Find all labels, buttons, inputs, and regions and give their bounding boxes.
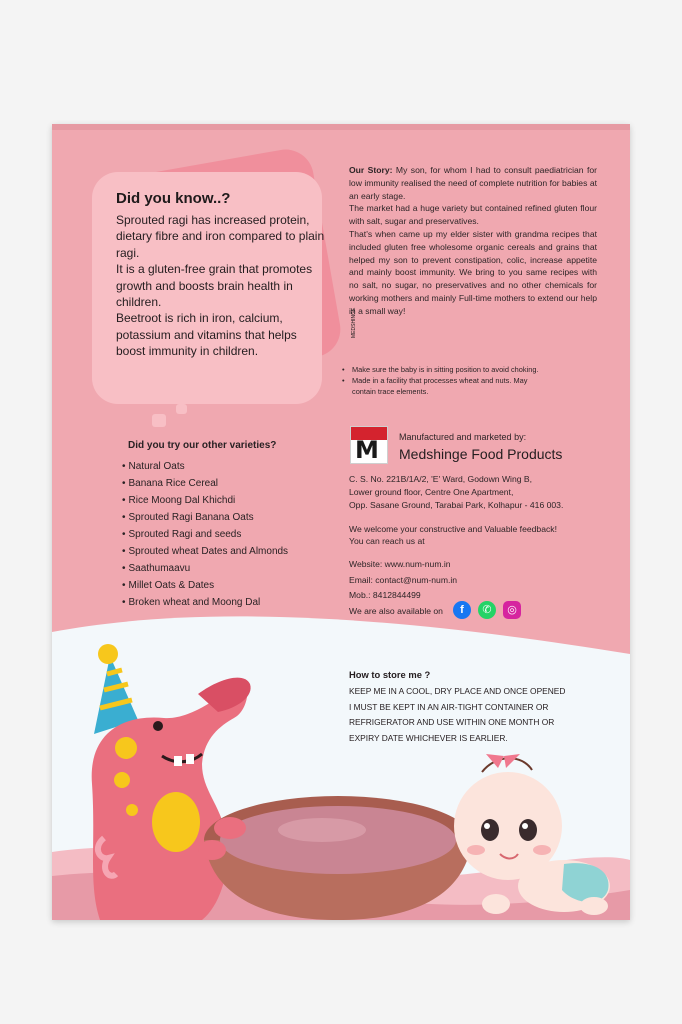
- our-story: [349, 164, 597, 318]
- warning-item: • Make sure the baby is in sitting position to avoid choking.: [342, 364, 552, 375]
- mascot-spot: [114, 772, 130, 788]
- story-para-2: The market had a huge variety but contained refined gluten flour with salt, sugar and preservatives.: [349, 203, 597, 227]
- story-text-1: My son, for whom I had to consult paediatrician for low immunity realised the need of complete nutrition for babies at an early stage.: [349, 165, 598, 201]
- variety-item: • Natural Oats: [122, 458, 288, 475]
- product-box-back: [52, 124, 630, 920]
- illustration-scene: [52, 614, 630, 920]
- bubble-dot: [152, 414, 166, 427]
- storage-line: KEEP ME IN A COOL, DRY PLACE AND ONCE OPENED: [349, 686, 566, 696]
- address-line: C. S. No. 221B/1A/2, 'E' Ward, Godown Wing B,: [349, 474, 533, 484]
- baby-cheek: [467, 845, 485, 855]
- mascot-paw: [198, 840, 226, 860]
- story-para-3: That's when came up my elder sister with grandma recipes that included gluten free wholesome organic cereals and grains that helped my son to prevent constipation, colic, increase appetite and mainly boost immunity. We bring to you same recipes with no salt, no sugar, no preservatives and no other chemicals for working mothers and mainly Full-time mothers to extend our help in a small way!: [349, 228, 597, 316]
- company-name: Medshinge Food Products: [399, 446, 563, 462]
- box-top-edge: [52, 124, 630, 130]
- hat-pompom: [98, 644, 118, 664]
- variety-item: • Banana Rice Cereal: [122, 475, 288, 492]
- logo-side-text: MEDSHINGE: [351, 307, 357, 338]
- company-logo: [350, 426, 388, 464]
- warning-item: • Made in a facility that processes wheat and nuts. May contain trace elements.: [342, 375, 552, 397]
- storage-instructions: [349, 684, 589, 746]
- mobile-number: Mob.: 8412844499: [349, 590, 421, 600]
- facebook-icon[interactable]: f: [453, 601, 471, 619]
- variety-item: • Broken wheat and Moong Dal: [122, 594, 288, 611]
- fact-1: Sprouted ragi has increased protein, dietary fibre and iron compared to plain ragi.: [116, 213, 325, 260]
- feedback-line: We welcome your constructive and Valuable feedback!: [349, 524, 557, 534]
- did-you-know-title: Did you know..?: [116, 190, 231, 207]
- company-address: [349, 473, 563, 512]
- address-line: Opp. Sasane Ground, Tarabai Park, Kolhapur - 416 003.: [349, 500, 564, 510]
- logo-vertical-text: [351, 302, 360, 340]
- story-label: Our Story:: [349, 165, 393, 175]
- variety-item: • Sprouted Ragi Banana Oats: [122, 509, 288, 526]
- mascot-paw: [214, 817, 246, 839]
- feedback-note: [349, 523, 557, 547]
- baby-eye: [519, 819, 537, 841]
- storage-line: EXPIRY DATE WHICHEVER IS EARLIER.: [349, 732, 508, 743]
- variety-item: • Saathumaavu: [122, 560, 288, 577]
- storage-line: REFRIGERATOR AND USE WITHIN ONE MONTH OR: [349, 717, 555, 728]
- porridge-highlight: [278, 818, 366, 842]
- baby-cheek: [533, 845, 551, 855]
- warnings-list: [342, 364, 552, 397]
- varieties-list: [122, 458, 288, 611]
- fact-3: Beetroot is rich in iron, calcium, potassium and vitamins that helps boost immunity in children.: [116, 311, 297, 359]
- feedback-line: You can reach us at: [349, 536, 425, 546]
- bubble-dot: [176, 404, 187, 414]
- website-link[interactable]: Website: www.num-num.in: [349, 559, 451, 569]
- mascot-spot: [115, 737, 137, 759]
- variety-item: • Sprouted Ragi and seeds: [122, 526, 288, 543]
- baby-eye-shine: [522, 823, 528, 829]
- variety-item: • Millet Oats & Dates: [122, 577, 288, 594]
- storage-title: How to store me ?: [349, 669, 431, 680]
- mascot-eye: [153, 721, 163, 731]
- baby-eye: [481, 819, 499, 841]
- email-link[interactable]: Email: contact@num-num.in: [349, 574, 458, 585]
- mascot-spot: [126, 804, 138, 816]
- did-you-know-text: [116, 212, 326, 360]
- fact-2: It is a gluten-free grain that promotes growth and boosts brain health in children.: [116, 262, 313, 310]
- whatsapp-icon[interactable]: ✆: [478, 601, 496, 619]
- story-para-1: [349, 164, 597, 202]
- address-line: Lower ground floor, Centre One Apartment,: [349, 487, 514, 497]
- available-on-text: We are also available on: [349, 606, 443, 616]
- mascot-tooth: [186, 754, 194, 764]
- varieties-title: Did you try our other varieties?: [128, 440, 277, 451]
- variety-item: • Rice Moong Dal Khichdi: [122, 492, 288, 509]
- contact-info: [349, 557, 457, 604]
- logo-letter: M: [355, 436, 379, 464]
- baby-foot: [580, 897, 608, 915]
- baby-hand: [482, 894, 510, 914]
- manufactured-by-label: Manufactured and marketed by:: [399, 432, 527, 442]
- storage-line: I MUST BE KEPT IN AN AIR-TIGHT CONTAINER OR: [349, 701, 549, 712]
- instagram-icon[interactable]: ◎: [503, 601, 521, 619]
- baby-eye-shine: [484, 823, 490, 829]
- mascot-belly-patch: [152, 792, 200, 852]
- variety-item: • Sprouted wheat Dates and Almonds: [122, 543, 288, 560]
- mascot-tooth: [174, 756, 182, 766]
